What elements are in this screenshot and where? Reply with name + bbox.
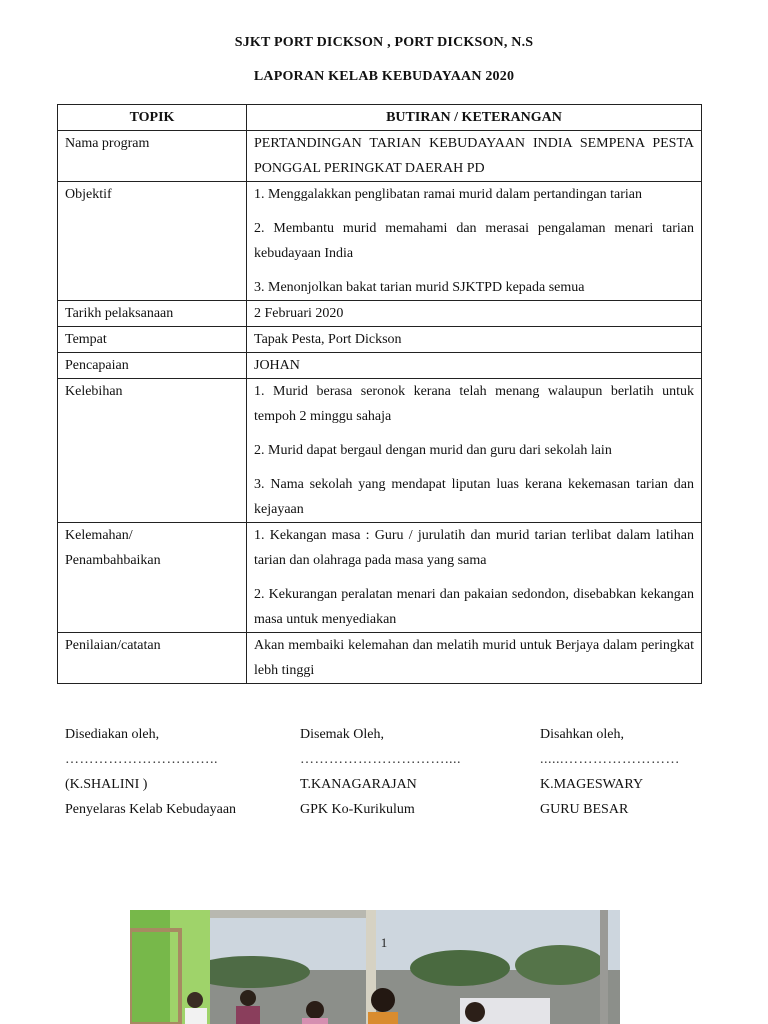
signature-name: K.MAGESWARY — [540, 777, 644, 792]
row-detail-item: 2. Kekurangan peralatan menari dan pakaian sedondon, disebabkan kekangan masa untuk menyediakan — [254, 587, 694, 627]
row-detail-item: 2 Februari 2020 — [254, 306, 344, 321]
row-detail-item: 3. Nama sekolah yang mendapat liputan luas kerana kekemasan tarian dan kejayaan — [254, 477, 694, 517]
event-photo-illustration — [130, 910, 620, 1024]
report-table — [57, 104, 702, 684]
table-row — [58, 633, 702, 684]
row-topic-label: Penambahbaikan — [65, 553, 161, 568]
page-number: 1 — [380, 935, 388, 950]
signature-label: Disahkan oleh, — [540, 727, 624, 742]
row-detail-item: 1. Menggalakkan penglibatan ramai murid dalam pertandingan tarian — [254, 187, 642, 202]
row-detail-item: 1. Kekangan masa : Guru / jurulatih dan murid tarian terlibat dalam latihan tarian dan olahraga pada masa yang sama — [254, 528, 694, 568]
row-topic-label: Tempat — [65, 332, 107, 347]
row-topic-label: Pencapaian — [65, 358, 129, 373]
row-detail-item: PERTANDINGAN TARIAN KEBUDAYAAN INDIA SEMPENA PESTA PONGGAL PERINGKAT DAERAH PD — [254, 136, 694, 176]
row-detail-cell — [247, 131, 702, 182]
row-detail-item: 3. Menonjolkan bakat tarian murid SJKTPD kepada semua — [254, 280, 585, 295]
row-detail-item: 2. Membantu murid memahami dan merasai pengalaman menari tarian kebudayaan India — [254, 221, 694, 261]
table-header-row — [58, 105, 702, 131]
table-row — [58, 379, 702, 523]
row-detail-cell — [247, 353, 702, 379]
signature-role: GPK Ko-Kurikulum — [300, 802, 415, 817]
row-topic-cell — [58, 182, 247, 301]
row-detail-cell — [247, 379, 702, 523]
signature-name: T.KANAGARAJAN — [300, 777, 417, 792]
table-row — [58, 301, 702, 327]
row-topic-label: Objektif — [65, 187, 112, 202]
signature-prepared-by — [65, 722, 236, 822]
signature-checked-by — [300, 722, 461, 822]
row-topic-cell — [58, 379, 247, 523]
row-topic-cell — [58, 523, 247, 633]
row-detail-item: 2. Murid dapat bergaul dengan murid dan guru dari sekolah lain — [254, 443, 612, 458]
row-topic-cell — [58, 301, 247, 327]
signature-line: ………………………….. — [65, 752, 218, 767]
signature-approved-by — [540, 722, 680, 822]
signature-label: Disediakan oleh, — [65, 727, 160, 742]
row-topic-cell — [58, 633, 247, 684]
signature-role: GURU BESAR — [540, 802, 629, 817]
table-row — [58, 523, 702, 633]
row-detail-cell — [247, 523, 702, 633]
signature-role: Penyelaras Kelab Kebudayaan — [65, 802, 237, 817]
row-topic-label: Penilaian/catatan — [65, 638, 161, 653]
row-detail-item: Akan membaiki kelemahan dan melatih murid untuk Berjaya dalam peringkat lebh tinggi — [254, 638, 694, 678]
event-photo — [130, 910, 620, 1024]
row-detail-item: JOHAN — [254, 358, 300, 373]
row-topic-cell — [58, 353, 247, 379]
row-detail-cell — [247, 182, 702, 301]
row-topic-cell — [58, 327, 247, 353]
table-row — [58, 182, 702, 301]
table-row — [58, 131, 702, 182]
table-row — [58, 353, 702, 379]
table-body — [58, 131, 702, 684]
column-header-detail: BUTIRAN / KETERANGAN — [247, 105, 702, 131]
row-detail-item: Tapak Pesta, Port Dickson — [254, 332, 402, 347]
school-heading: SJKT PORT DICKSON , PORT DICKSON, N.S — [234, 35, 534, 50]
row-detail-cell — [247, 327, 702, 353]
row-topic-label: Kelemahan/ — [65, 528, 133, 543]
row-detail-cell — [247, 633, 702, 684]
signature-label: Disemak Oleh, — [300, 727, 384, 742]
row-topic-label: Tarikh pelaksanaan — [65, 306, 174, 321]
row-detail-cell — [247, 301, 702, 327]
signature-line: ......…………………… — [540, 752, 680, 767]
signature-name: (K.SHALINI ) — [65, 777, 148, 792]
report-title: LAPORAN KELAB KEBUDAYAAN 2020 — [253, 69, 515, 84]
column-header-topic: TOPIK — [58, 105, 247, 131]
row-detail-item: 1. Murid berasa seronok kerana telah menang walaupun berlatih untuk tempoh 2 minggu sahaja — [254, 384, 694, 424]
row-topic-label: Kelebihan — [65, 384, 123, 399]
row-topic-label: Nama program — [65, 136, 150, 151]
table-row — [58, 327, 702, 353]
signature-line: ………………………….... — [300, 752, 461, 767]
row-topic-cell — [58, 131, 247, 182]
